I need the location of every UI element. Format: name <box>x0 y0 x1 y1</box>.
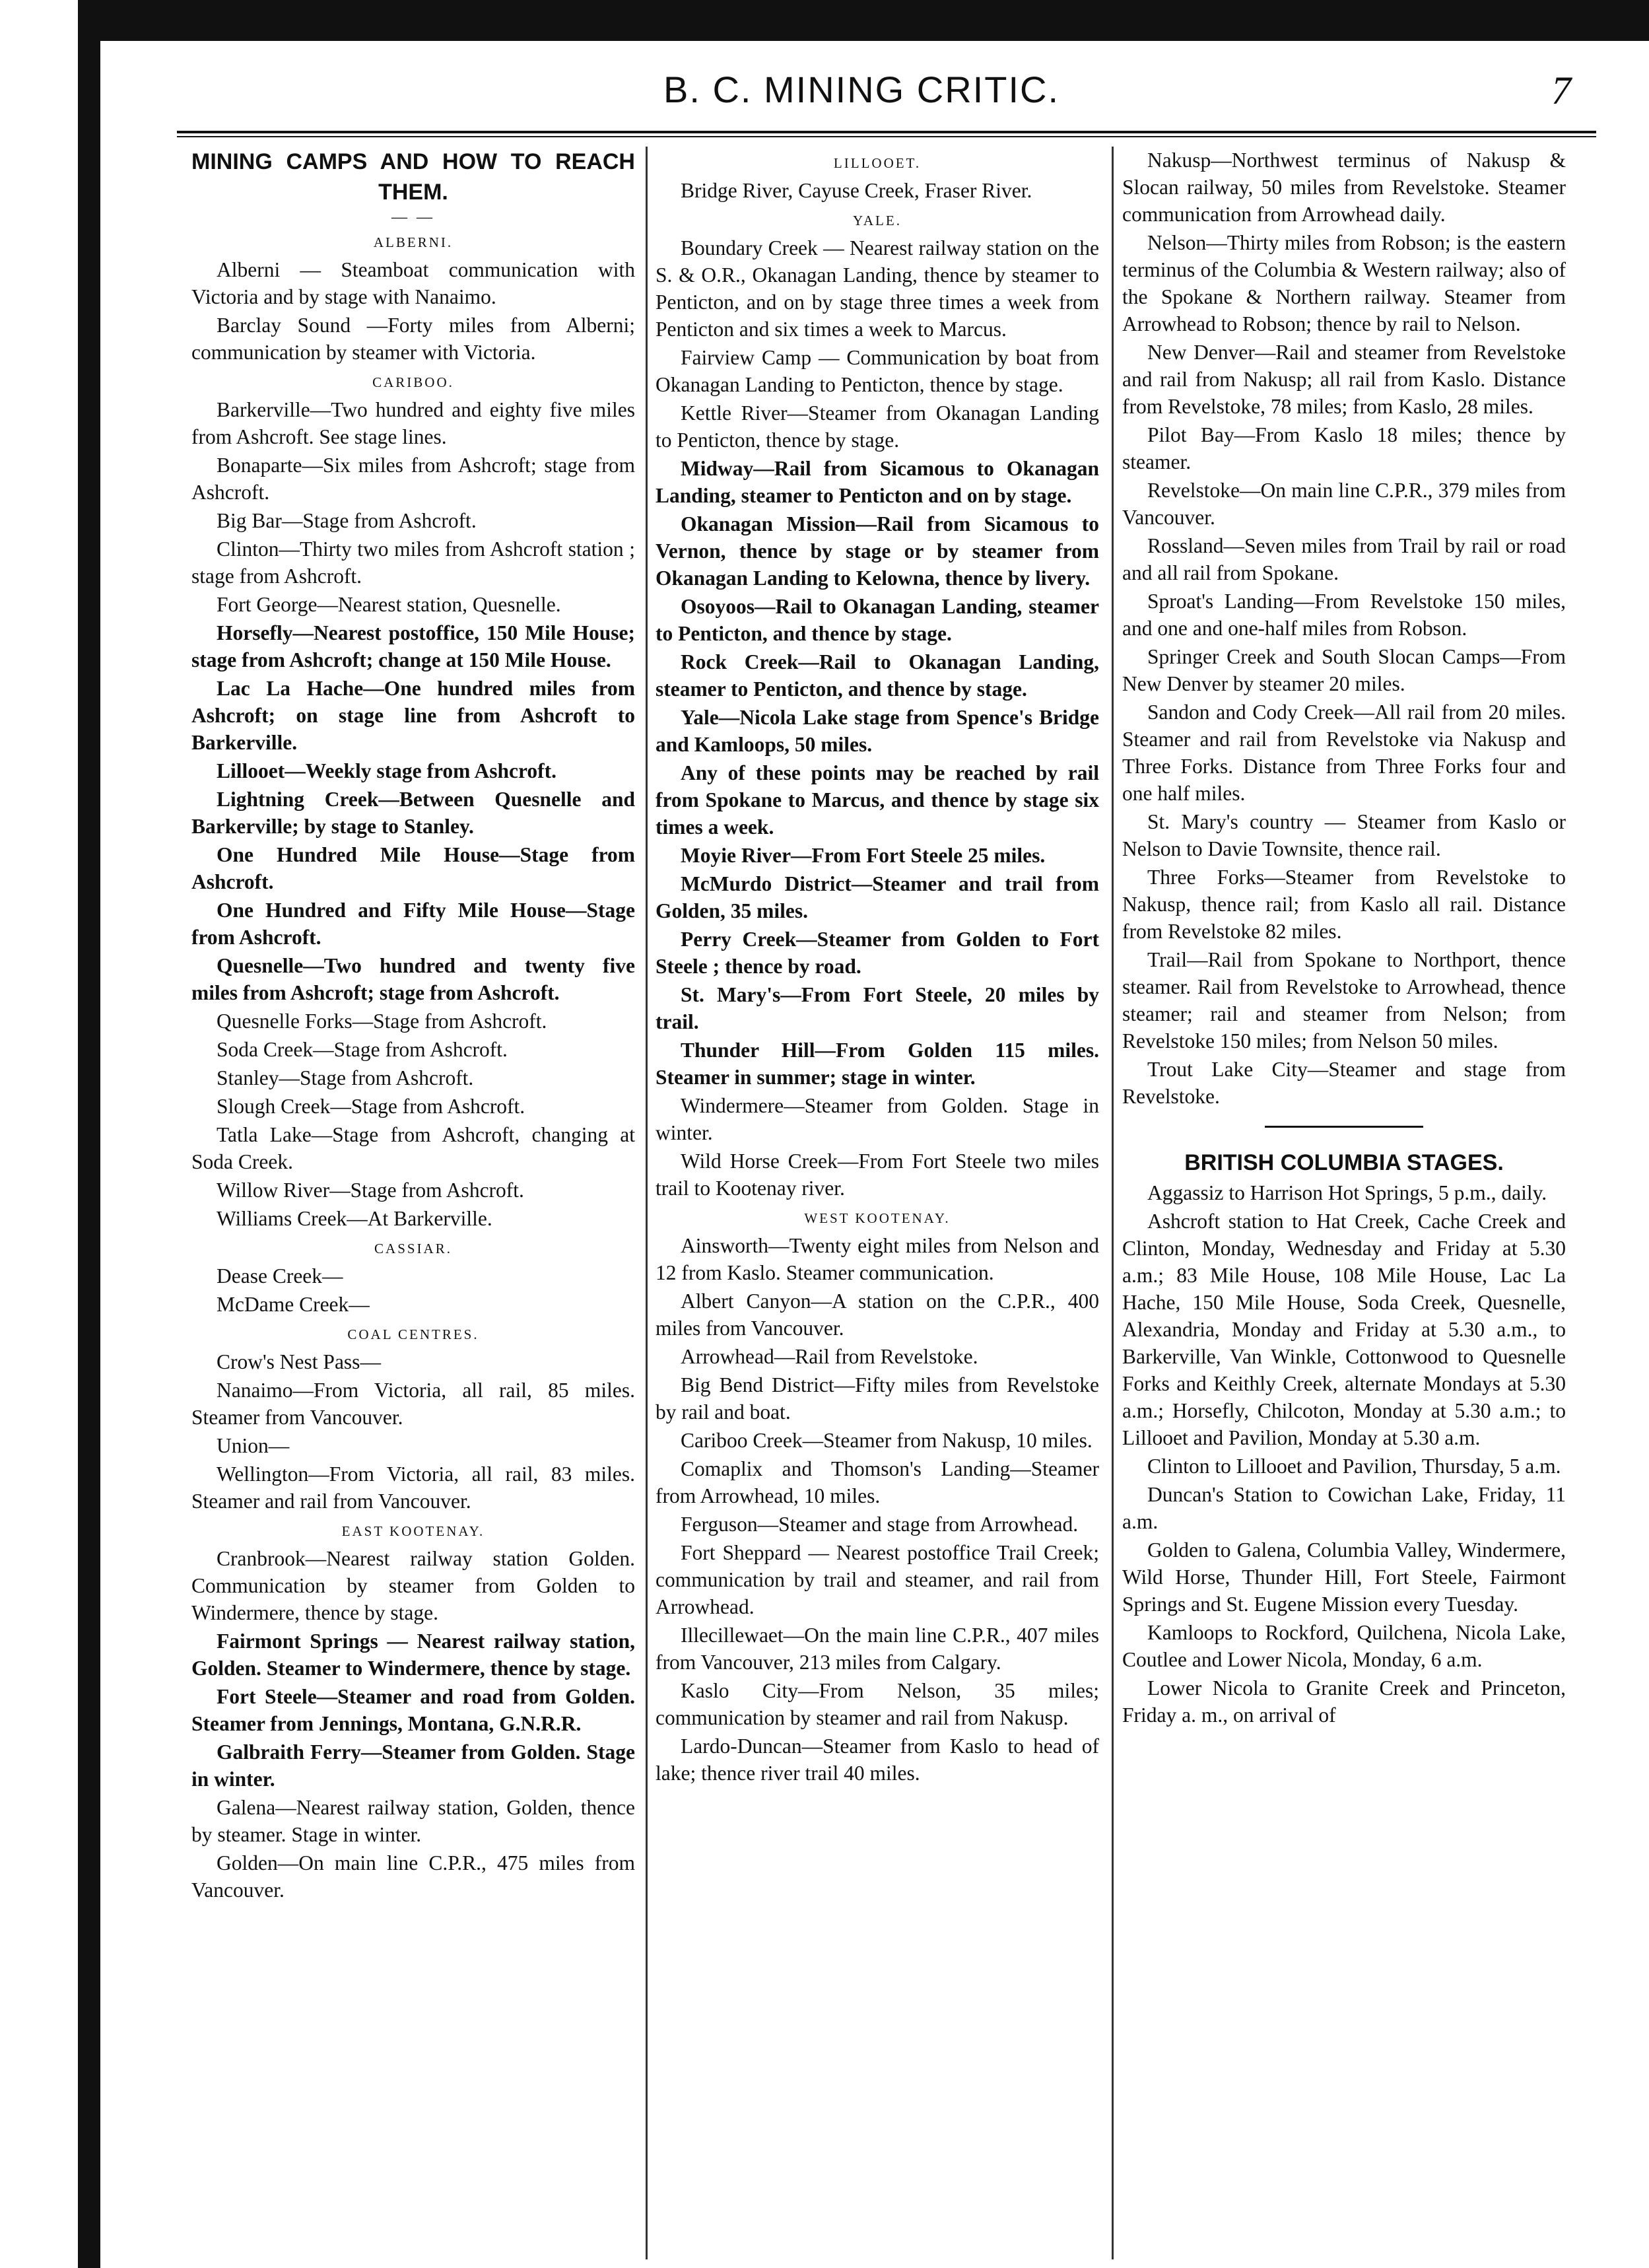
column-3 <box>1122 147 1566 2259</box>
listing-entry: Duncan's Station to Cowichan Lake, Friday, 11 a.m. <box>1122 1483 1566 1533</box>
district-heading: YALE. <box>853 213 902 228</box>
column-separator <box>1112 147 1114 2259</box>
listing-entry: Rock Creek—Rail to Okanagan Landing, steamer to Penticton, and thence by stage. <box>656 650 1099 701</box>
listing-entry: Comaplix and Thomson's Landing—Steamer from Arrowhead, 10 miles. <box>656 1457 1099 1507</box>
district-heading: LILLOOET. <box>833 155 922 171</box>
listing-entry: Fairmont Springs — Nearest railway station, Golden. Steamer to Windermere, thence by stage. <box>191 1630 635 1680</box>
listing-entry: Ainsworth—Twenty eight miles from Nelson and 12 from Kaslo. Steamer communication. <box>656 1234 1099 1284</box>
listing-entry: St. Mary's country — Steamer from Kaslo or Nelson to Davie Townsite, thence rail. <box>1122 810 1566 860</box>
listing-entry: Perry Creek—Steamer from Golden to Fort Steele ; thence by road. <box>656 928 1099 978</box>
listing-entry: Quesnelle—Two hundred and twenty five miles from Ashcroft; stage from Ashcroft. <box>191 954 635 1004</box>
top-border-bar <box>78 0 1649 41</box>
column-2-sections <box>656 152 1099 1787</box>
listing-entry: Rossland—Seven miles from Trail by rail or road and all rail from Spokane. <box>1122 534 1566 584</box>
listing-entry: Cranbrook—Nearest railway station Golden. Communication by steamer from Golden to Windermere, thence by stage. <box>191 1547 635 1624</box>
stages-entries <box>1122 1179 1566 1729</box>
listing-entry: Nelson—Thirty miles from Robson; is the eastern terminus of the Columbia & Western railway; also of the Spokane & Northern railway. Steamer from Arrowhead to Robson; thence by rail to Nelson. <box>1122 231 1566 335</box>
listing-entry: Lac La Hache—One hundred miles from Ashcroft; on stage line from Ashcroft to Barkerville. <box>191 677 635 754</box>
listing-entry: Any of these points may be reached by rail from Spokane to Marcus, and thence by stage six times a week. <box>656 761 1099 839</box>
listing-entry: Clinton—Thirty two miles from Ashcroft station ; stage from Ashcroft. <box>191 537 635 588</box>
district-heading: WEST KOOTENAY. <box>804 1210 951 1226</box>
listing-entry: Barclay Sound —Forty miles from Alberni; communication by steamer with Victoria. <box>191 314 635 364</box>
listing-entry: Trout Lake City—Steamer and stage from Revelstoke. <box>1122 1058 1566 1108</box>
district-heading: EAST KOOTENAY. <box>341 1523 485 1539</box>
listing-entry: Yale—Nicola Lake stage from Spence's Bridge and Kamloops, 50 miles. <box>656 706 1099 756</box>
listing-entry: Aggassiz to Harrison Hot Springs, 5 p.m., daily. <box>1147 1181 1547 1204</box>
listing-entry: Wild Horse Creek—From Fort Steele two miles trail to Kootenay river. <box>656 1150 1099 1200</box>
listing-entry: Stanley—Stage from Ashcroft. <box>217 1066 474 1089</box>
listing-entry: Crow's Nest Pass— <box>217 1350 381 1373</box>
listing-entry: Alberni — Steamboat communication with Victoria and by stage with Nanaimo. <box>191 258 635 308</box>
listing-entry: Ashcroft station to Hat Creek, Cache Creek and Clinton, Monday, Wednesday and Friday at 5.30 a.m.; 83 Mile House, 108 Mile House, Lac La Hache, 150 Mile House, Soda Creek, Quesnelle, Alexandria, Monday and Friday at 5.30 a.m., to Barkerville, Van Winkle, Cottonwood to Quesnelle Forks and Keithly Creek, alternate Mondays at 5.30 a.m.; Horsefly, Chilcoton, Monday at 5.30 a.m.; to Lillooet and Pavilion, Monday at 5.30 a.m. <box>1122 1210 1566 1449</box>
listing-entry: Nanaimo—From Victoria, all rail, 85 miles. Steamer from Vancouver. <box>191 1379 635 1429</box>
listing-entry: Galbraith Ferry—Steamer from Golden. Stage in winter. <box>191 1740 635 1791</box>
article-heading: MINING CAMPS AND HOW TO REACH THEM. <box>191 149 635 205</box>
listing-entry: One Hundred and Fifty Mile House—Stage from Ashcroft. <box>191 899 635 949</box>
listing-entry: Union— <box>217 1434 290 1457</box>
listing-entry: Barkerville—Two hundred and eighty five miles from Ashcroft. See stage lines. <box>191 398 635 448</box>
listing-entry: Revelstoke—On main line C.P.R., 379 miles from Vancouver. <box>1122 479 1566 529</box>
listing-entry: Kaslo City—From Nelson, 35 miles; communication by steamer and rail from Nakusp. <box>656 1679 1099 1729</box>
district-heading: COAL CENTRES. <box>347 1326 479 1342</box>
listing-entry: One Hundred Mile House—Stage from Ashcroft. <box>191 843 635 893</box>
publication-title: B. C. MINING CRITIC. <box>663 69 1060 110</box>
listing-entry: Moyie River—From Fort Steele 25 miles. <box>681 844 1046 867</box>
listing-entry: Willow River—Stage from Ashcroft. <box>217 1179 524 1202</box>
district-heading: ALBERNI. <box>373 234 454 250</box>
listing-entry: Dease Creek— <box>217 1264 343 1288</box>
listing-entry: Nakusp—Northwest terminus of Nakusp & Slocan railway, 50 miles from Revelstoke. Steamer communication from Arrowhead daily. <box>1122 149 1566 226</box>
column-1 <box>191 147 635 2259</box>
page-number: 7 <box>1551 69 1571 112</box>
listing-entry: Cariboo Creek—Steamer from Nakusp, 10 miles. <box>681 1429 1093 1452</box>
listing-entry: Kamloops to Rockford, Quilchena, Nicola Lake, Coutlee and Lower Nicola, Monday, 6 a.m. <box>1122 1621 1566 1671</box>
listing-entry: Slough Creek—Stage from Ashcroft. <box>217 1095 525 1118</box>
listing-entry: Three Forks—Steamer from Revelstoke to Nakusp, thence rail; from Kaslo all rail. Distance from Revelstoke 82 miles. <box>1122 866 1566 943</box>
listing-entry: Arrowhead—Rail from Revelstoke. <box>681 1345 978 1368</box>
listing-entry: Sandon and Cody Creek—All rail from 20 miles. Steamer and rail from Revelstoke via Nakusp and Three Forks. Distance from Three Forks four and one half miles. <box>1122 701 1566 805</box>
listing-entry: Lightning Creek—Between Quesnelle and Barkerville; by stage to Stanley. <box>191 788 635 838</box>
listing-entry: Quesnelle Forks—Stage from Ashcroft. <box>217 1010 547 1033</box>
listing-entry: Pilot Bay—From Kaslo 18 miles; thence by steamer. <box>1122 423 1566 473</box>
listing-entry: Lillooet—Weekly stage from Ashcroft. <box>217 759 557 782</box>
stages-heading: BRITISH COLUMBIA STAGES. <box>1184 1150 1504 1175</box>
listing-entry: New Denver—Rail and steamer from Revelstoke and rail from Nakusp; all rail from Kaslo. Distance from Revelstoke, 78 miles; from Kaslo, 28 miles. <box>1122 341 1566 418</box>
column-1-sections <box>191 231 635 1904</box>
header-rule-thin <box>177 136 1596 137</box>
listing-entry: Wellington—From Victoria, all rail, 83 miles. Steamer and rail from Vancouver. <box>191 1462 635 1513</box>
listing-entry: Thunder Hill—From Golden 115 miles. Steamer in summer; stage in winter. <box>656 1039 1099 1089</box>
district-heading: CARIBOO. <box>372 374 454 390</box>
listing-entry: Galena—Nearest railway station, Golden, thence by steamer. Stage in winter. <box>191 1796 635 1846</box>
listing-entry: Midway—Rail from Sicamous to Okanagan Landing, steamer to Penticton and on by stage. <box>656 457 1099 507</box>
listing-entry: Fairview Camp — Communication by boat from Okanagan Landing to Penticton, thence by stage. <box>656 346 1099 396</box>
listing-entry: Soda Creek—Stage from Ashcroft. <box>217 1038 508 1061</box>
header-rule <box>177 131 1596 133</box>
column-separator <box>646 147 648 2259</box>
listing-entry: Springer Creek and South Slocan Camps—From New Denver by steamer 20 miles. <box>1122 645 1566 695</box>
district-heading: CASSIAR. <box>374 1241 452 1256</box>
listing-entry: Big Bar—Stage from Ashcroft. <box>217 509 477 532</box>
listing-entry: Albert Canyon—A station on the C.P.R., 400 miles from Vancouver. <box>656 1289 1099 1340</box>
listing-entry: Tatla Lake—Stage from Ashcroft, changing at Soda Creek. <box>191 1123 635 1173</box>
left-margin-rule <box>78 41 100 2268</box>
listing-entry: McDame Creek— <box>217 1293 370 1316</box>
listing-entry: Williams Creek—At Barkerville. <box>217 1207 492 1230</box>
listing-entry: Trail—Rail from Spokane to Northport, thence steamer. Rail from Revelstoke to Arrowhead, thence steamer; rail and steamer from Nelson; from Revelstoke 150 miles; from Nelson 50 miles. <box>1122 948 1566 1052</box>
listing-entry: Boundary Creek — Nearest railway station on the S. & O.R., Okanagan Landing, thence by steamer to Penticton, and on by stage three times a week from Penticton and six times a week to Marcus. <box>656 236 1099 341</box>
section-divider <box>1265 1126 1423 1128</box>
listing-entry: Osoyoos—Rail to Okanagan Landing, steamer to Penticton, and thence by stage. <box>656 595 1099 645</box>
page-header <box>106 63 1617 125</box>
listing-entry: St. Mary's—From Fort Steele, 20 miles by trail. <box>656 983 1099 1033</box>
listing-entry: Kettle River—Steamer from Okanagan Landing to Penticton, thence by stage. <box>656 401 1099 452</box>
listing-entry: Golden to Galena, Columbia Valley, Windermere, Wild Horse, Thunder Hill, Fort Steele, Fairmont Springs and St. Eugene Mission every Tuesday. <box>1122 1538 1566 1616</box>
listing-entry: Horsefly—Nearest postoffice, 150 Mile House; stage from Ashcroft; change at 150 Mile House. <box>191 621 635 671</box>
listing-entry: Clinton to Lillooet and Pavilion, Thursday, 5 a.m. <box>1147 1455 1561 1478</box>
listing-entry: Big Bend District—Fifty miles from Revelstoke by rail and boat. <box>656 1373 1099 1424</box>
listing-entry: Illecillewaet—On the main line C.P.R., 407 miles from Vancouver, 213 miles from Calgary. <box>656 1624 1099 1674</box>
listing-entry: Fort Sheppard — Nearest postoffice Trail Creek; communication by trail and steamer, and rail from Arrowhead. <box>656 1541 1099 1618</box>
listing-entry: Fort George—Nearest station, Quesnelle. <box>217 593 561 616</box>
listing-entry: Bonaparte—Six miles from Ashcroft; stage from Ashcroft. <box>191 454 635 504</box>
listing-entry: Lardo-Duncan—Steamer from Kaslo to head of lake; thence river trail 40 miles. <box>656 1735 1099 1785</box>
listing-entry: Golden—On main line C.P.R., 475 miles from Vancouver. <box>191 1851 635 1902</box>
listing-entry: Ferguson—Steamer and stage from Arrowhead. <box>681 1513 1079 1536</box>
listing-entry: Bridge River, Cayuse Creek, Fraser River. <box>681 179 1032 202</box>
listing-entry: Fort Steele—Steamer and road from Golden. Steamer from Jennings, Montana, G.N.R.R. <box>191 1685 635 1735</box>
listing-entry: Okanagan Mission—Rail from Sicamous to Vernon, thence by stage or by steamer from Okanagan Landing to Kelowna, thence by livery. <box>656 512 1099 590</box>
listing-entry: Lower Nicola to Granite Creek and Princeton, Friday a. m., on arrival of <box>1122 1676 1566 1727</box>
listing-entry: Windermere—Steamer from Golden. Stage in winter. <box>656 1094 1099 1144</box>
heading-dash: — — <box>391 209 435 226</box>
listing-entry: McMurdo District—Steamer and trail from Golden, 35 miles. <box>656 872 1099 922</box>
column-3-entries <box>1122 147 1566 1110</box>
column-2 <box>656 147 1099 2259</box>
listing-entry: Sproat's Landing—From Revelstoke 150 miles, and one and one-half miles from Robson. <box>1122 590 1566 640</box>
